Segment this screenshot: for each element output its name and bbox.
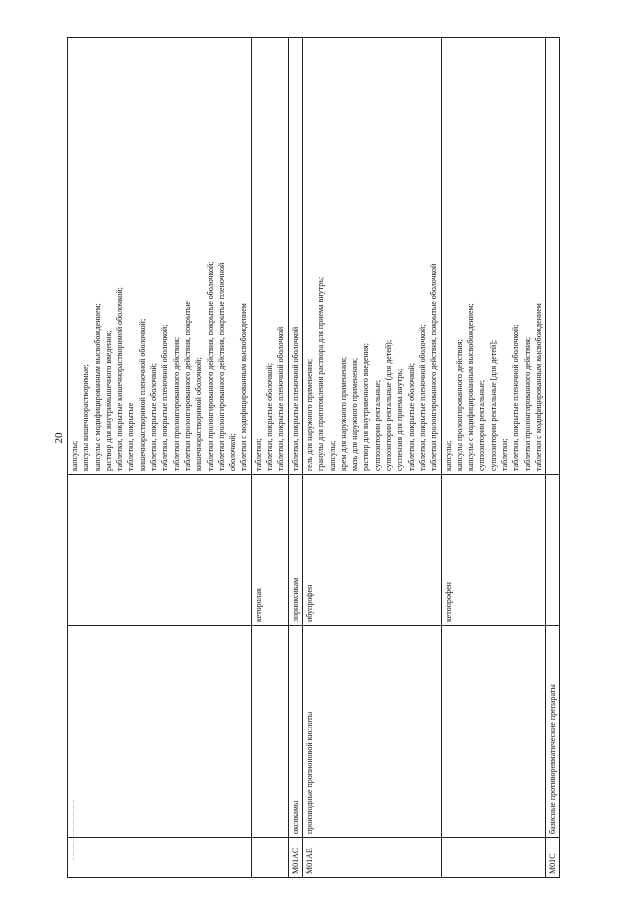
- dosage-form-line: таблетки, покрытые оболочкой;: [406, 363, 416, 471]
- table-row: [302, 38, 441, 878]
- page-number: 20: [53, 432, 65, 444]
- dosage-form-line: капсулы;: [327, 440, 337, 471]
- dosage-form-line: таблетки пролонгированного действия;: [171, 336, 181, 471]
- atc-code-cell: [251, 838, 288, 878]
- table-row: [68, 38, 252, 878]
- dosage-form-line: таблетки, покрытые: [126, 402, 136, 471]
- inn-cell: кетопрофен: [441, 475, 546, 626]
- dosage-form-line: раствор для внутривенного введения;: [361, 343, 371, 471]
- table-row: [441, 38, 546, 878]
- dosage-form-line: капсулы с модифицированным высвобождением;: [466, 303, 476, 471]
- inn-cell: [546, 475, 560, 626]
- dosage-form-line: суспензия для приема внутрь;: [395, 368, 405, 471]
- dosage-form-line: таблетки, покрытые кишечнорастворимой оболочкой;: [115, 287, 125, 471]
- dosage-form-line: раствор для внутримышечного введения;: [103, 330, 113, 471]
- dosage-form-line: таблетки;: [253, 438, 263, 471]
- dosage-forms-cell: [288, 38, 302, 475]
- inn-cell: лорноксикам: [288, 475, 302, 626]
- dosage-form-line: таблетки пролонгированного действия, покрытые пленочной: [216, 262, 226, 471]
- dosage-form-line: капсулы;: [70, 440, 79, 471]
- dosage-form-line: таблетки пролонгированного действия, покрытые оболочкой: [429, 263, 439, 471]
- dosage-form-line: таблетки пролонгированного действия;: [522, 336, 532, 471]
- dosage-form-line: таблетки, покрытые пленочной оболочкой;: [417, 324, 427, 471]
- table-row: [546, 38, 560, 878]
- dosage-form-line: суппозитории ректальные;: [372, 379, 382, 471]
- dosage-forms-cell: [302, 38, 441, 475]
- pharm-group-cell: базисные противоревматические препараты: [546, 626, 560, 838]
- dosage-form-line: таблетки, покрытые пленочной оболочкой;: [511, 324, 521, 471]
- dosage-form-line: таблетки;: [499, 438, 509, 471]
- atc-code-cell: M01AE: [302, 838, 441, 878]
- dosage-form-line: капсулы с модифицированным высвобождением;: [92, 303, 102, 471]
- dosage-forms-cell: [546, 38, 560, 475]
- inn-cell: [68, 475, 252, 626]
- dosage-form-line: таблетки, покрытые оболочкой;: [149, 363, 159, 471]
- pharm-group-cell: [68, 626, 252, 838]
- dosage-form-line: мазь для наружного применения;: [350, 357, 360, 471]
- dosage-form-line: капсулы пролонгированного действия;: [454, 339, 464, 471]
- dosage-form-line: суппозитории ректальные [для детей];: [488, 339, 498, 471]
- pharm-group-cell: производные пропионовой кислоты: [302, 626, 441, 838]
- atc-code-cell: [441, 838, 546, 878]
- pharm-group-cell: [251, 626, 288, 838]
- pharm-group-cell: [441, 626, 546, 838]
- dosage-form-line: суппозитории ректальные;: [477, 379, 487, 471]
- dosage-form-line: таблетки, покрытые пленочной оболочкой: [276, 326, 286, 471]
- dosage-form-line: оболочкой;: [228, 433, 238, 471]
- dosage-form-line: таблетки с модифицированным высвобождением: [239, 303, 249, 471]
- inn-cell: кеторолак: [251, 475, 288, 626]
- atc-code-cell: [68, 838, 252, 878]
- dosage-form-line: кишечнорастворимой оболочкой;: [194, 357, 204, 471]
- dosage-form-line: гранулы для приготовления раствора для приема внутрь;: [316, 276, 326, 471]
- drug-table-body: [68, 38, 560, 878]
- dosage-form-line: гель для наружного применения;: [304, 358, 314, 471]
- dosage-form-line: таблетки пролонгированного действия, покрытые оболочкой;: [205, 261, 215, 471]
- rotated-page-content: [67, 38, 567, 878]
- dosage-forms-cell: [68, 38, 252, 475]
- atc-code-cell: M01C: [546, 838, 560, 878]
- table-row: [288, 38, 302, 878]
- dosage-form-line: капсулы;: [443, 440, 453, 471]
- dosage-form-line: капсулы кишечнорастворимые;: [81, 364, 91, 471]
- dosage-form-line: таблетки с модифицированным высвобождением: [533, 303, 543, 471]
- dosage-form-line: таблетки, покрытые пленочной оболочкой;: [160, 324, 170, 471]
- dosage-form-line: суппозитории ректальные (для детей);: [384, 339, 394, 471]
- dosage-form-line: кишечнорастворимой пленочной оболочкой;: [137, 318, 147, 471]
- dosage-form-line: таблетки, покрытые пленочной оболочкой: [290, 326, 300, 471]
- dosage-form-line: крем для наружного применения;: [338, 356, 348, 471]
- dosage-forms-cell: [441, 38, 546, 475]
- dosage-form-line: таблетки, покрытые оболочкой;: [265, 363, 275, 471]
- pharm-group-cell: оксикамы: [288, 626, 302, 838]
- inn-cell: ибупрофен: [302, 475, 441, 626]
- atc-code-cell: M01AC: [288, 838, 302, 878]
- table-row: [251, 38, 288, 878]
- drug-table: [67, 37, 560, 878]
- dosage-forms-cell: [251, 38, 288, 475]
- dosage-form-line: таблетки пролонгированного действия, покрытые: [182, 301, 192, 471]
